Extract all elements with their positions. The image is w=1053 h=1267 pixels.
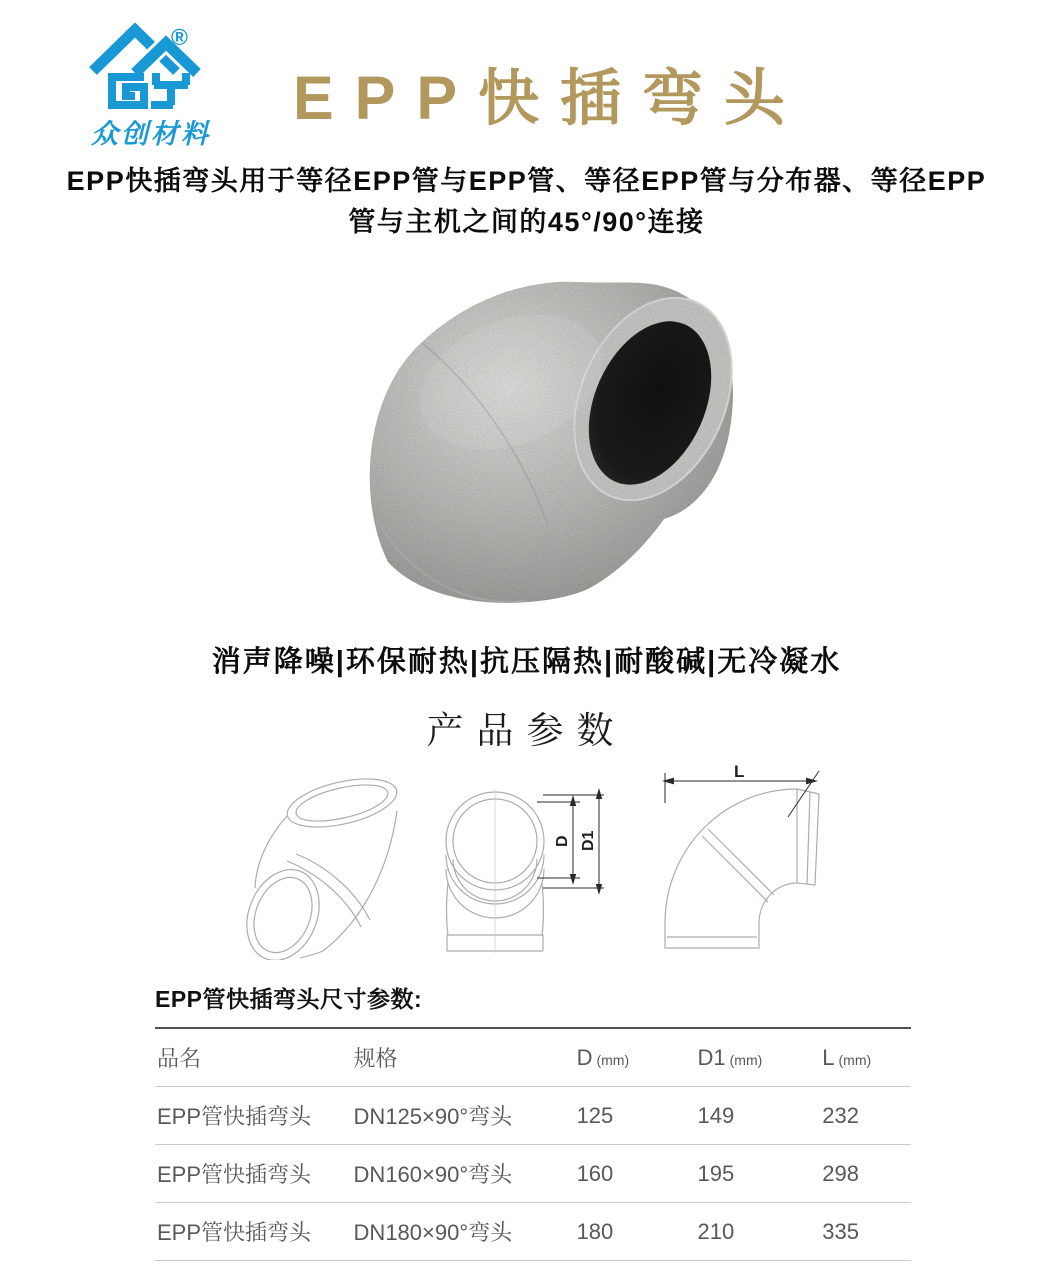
product-description (0, 161, 1053, 242)
cell-d1: 195 (696, 1145, 821, 1203)
cell-spec: DN160×90°弯头 (352, 1145, 575, 1203)
cell-name: EPP管快插弯头 (155, 1145, 352, 1203)
description-line-2: 管与主机之间的45°/90°连接 (348, 206, 705, 237)
cell-l: 232 (820, 1087, 911, 1145)
product-photo (326, 257, 756, 627)
section-title-parameters: 产品参数 (426, 710, 627, 751)
cell-name: EPP管快插弯头 (155, 1203, 352, 1261)
feature-list: 消声降噪|环保耐热|抗压隔热|耐酸碱|无冷凝水 (211, 646, 842, 678)
table-caption: EPP管快插弯头尺寸参数: (155, 986, 423, 1012)
cell-spec: DN125×90°弯头 (352, 1087, 575, 1145)
col-header-l: L (mm) (820, 1028, 911, 1087)
brand-name: 众创材料 (91, 119, 211, 149)
spec-table-section (155, 981, 911, 1261)
description-line-1: EPP快插弯头用于等径EPP管与EPP管、等径EPP管与分布器、等径EPP (66, 166, 987, 196)
technical-drawings (240, 765, 822, 960)
cell-d: 160 (575, 1145, 696, 1203)
dim-label-d: D (554, 835, 571, 847)
table-row (155, 1145, 911, 1203)
cell-d1: 149 (696, 1087, 821, 1145)
registered-trademark-icon: ® (171, 24, 188, 50)
cell-l: 298 (820, 1145, 911, 1203)
col-header-spec: 规格 (352, 1028, 575, 1087)
spec-table (155, 1027, 911, 1261)
cell-l: 335 (820, 1203, 911, 1261)
elbow-photo-image (326, 257, 756, 622)
table-row (155, 1087, 911, 1145)
cell-name: EPP管快插弯头 (155, 1087, 352, 1145)
drawing-front-view-icon (439, 785, 604, 957)
drawing-isometric-elbow-icon (240, 770, 405, 960)
cell-d: 180 (575, 1203, 696, 1261)
table-header-row (155, 1028, 911, 1087)
cell-d1: 210 (696, 1203, 821, 1261)
cell-d: 125 (575, 1087, 696, 1145)
dim-label-l: L (734, 765, 745, 781)
dim-label-d1: D1 (580, 830, 597, 851)
cell-spec: DN180×90°弯头 (352, 1203, 575, 1261)
col-header-d1: D1 (mm) (696, 1028, 821, 1087)
col-header-name: 品名 (155, 1028, 352, 1087)
page-title: EPP快插弯头 (292, 64, 807, 132)
table-row (155, 1203, 911, 1261)
drawing-side-view-icon (660, 765, 822, 955)
col-header-d: D (mm) (575, 1028, 696, 1087)
